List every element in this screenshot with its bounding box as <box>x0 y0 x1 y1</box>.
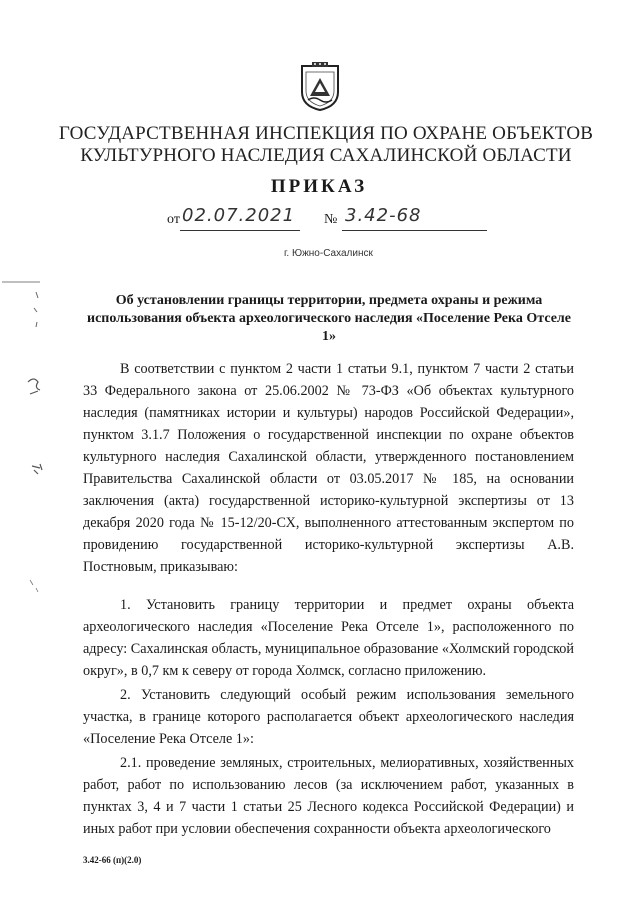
number-label: № <box>324 212 338 227</box>
order-subject: Об установлении границы территории, предмета охраны и режима использования объекта археологического наследия «Поселение Река Отселе 1» <box>87 293 571 344</box>
date-label: от <box>167 212 180 227</box>
document-code: 3.42-66 (п)(2.0) <box>83 855 142 865</box>
clause-2-paragraph: 2. Установить следующий особый режим использования земельного участка, в границе которого располагается объект археологического наследия «Поселение Река Отселе 1»: <box>83 687 574 747</box>
number-underline <box>342 230 487 231</box>
date-underline <box>180 230 300 231</box>
order-date-handwritten: 02.07.2021 <box>182 205 296 226</box>
margin-scan-marks <box>0 270 70 610</box>
order-title: ПРИКАЗ <box>270 176 368 197</box>
city-line: г. Южно-Сахалинск <box>284 248 373 259</box>
organization-name-line2: КУЛЬТУРНОГО НАСЛЕДИЯ САХАЛИНСКОЙ ОБЛАСТИ <box>80 145 572 166</box>
sakhalin-coat-of-arms-icon <box>298 62 342 112</box>
clause-2-1-paragraph: 2.1. проведение земляных, строительных, мелиоративных, хозяйственных работ, работ по использованию лесов (за исключением работ, указанных в пунктах 3, 4 и 7 части 1 статьи 25 Лесного кодекса Российской Федерации) и иных работ при условии обеспечения сохранности объекта археологического <box>83 755 574 837</box>
organization-name-line1: ГОСУДАРСТВЕННАЯ ИНСПЕКЦИЯ ПО ОХРАНЕ ОБЪЕКТОВ <box>58 123 594 144</box>
preamble-paragraph: В соответствии с пунктом 2 части 1 статьи 9.1, пунктом 7 части 2 статьи 33 Федерального закона от 25.06.2002 № 73-ФЗ «Об объектах культурного наследия (памятниках истории и культуры) народов Российской Федерации», пунктом 3.1.7 Положения о государственной инспекции по охране объектов культурного наследия Сахалинской области, утвержденного постановлением Правительства Сахалинской области от 03.05.2017 № 185, на основании заключения (акта) государственной историко-культурной экспертизы от 13 декабря 2020 года № 15-12/20-СХ, выполненного аттестованным экспертом по провидению государственной историко-культурной экспертизы А.В. Постновым, приказываю: <box>83 361 574 575</box>
order-number-handwritten: 3.42-68 <box>345 205 422 226</box>
clause-1-paragraph: 1. Установить границу территории и предмет охраны объекта археологического наследия «Поселение Река Отселе 1», расположенного по адресу: Сахалинская область, муниципальное образование «Холмский городской округ», в 0,7 км к северу от города Холмск, согласно приложению. <box>83 597 574 679</box>
